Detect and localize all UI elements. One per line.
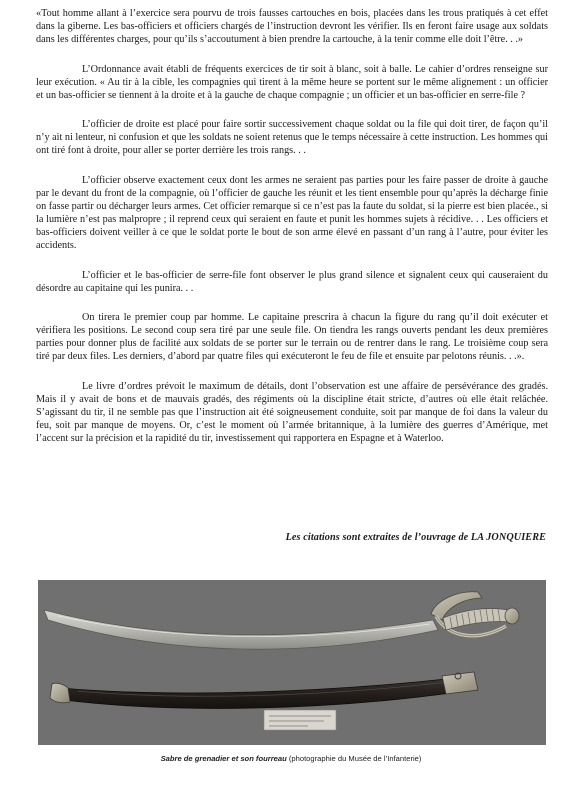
museum-label-card (264, 710, 336, 730)
body-text (36, 8, 548, 463)
caption-credit: (photographie du Musée de l’Infanterie) (288, 754, 422, 763)
caption-title: Sabre de grenadier et son fourreau (160, 754, 287, 763)
sabre-illustration (38, 580, 546, 745)
paragraph-serre-file: L’officier et le bas-officier de serre-file font observer le plus grand silence et signalent ceux qui causeraient du désordre au capitaine qui les punira. . . (36, 269, 548, 294)
citation-note: Les citations sont extraites de l’ouvrage de LA JONQUIERE (285, 532, 546, 543)
photo-caption (0, 754, 582, 763)
paragraph-livre-ordres: Le livre d’ordres prévoit le maximum de détails, dont l’observation est une affaire de persévérance des gradés. Mais il y avait de bons et de mauvais gradés, des régiments où la discipline était stricte, d’autres où elle était relâchée. S’agissant du tir, il ne semble pas que l’instruction ait été soigneusement conduite, soit par manque de foi dans la valeur du feu, soit par manque de moyens. Or, c’est le moment où l’armée britannique, à la lumière des guerres d’Amérique, met l’accent sur la précision et la rapidité du tir, investissement qui rapportera en Espagne et à Waterloo. (36, 381, 548, 444)
paragraph-ordonnance: L’Ordonnance avait établi de fréquents exercices de tir soit à blanc, soit à balle. Le cahier d’ordres renseigne sur leur exécution. « Au tir à la cible, les compagnies qui tirent à la même heure se portent sur le même alignement : un officier et un bas-officier se tiennent à la droite et à la gauche de chaque compagnie ; un officier et un bas-officier en serre-file ? (36, 63, 548, 101)
paragraph-officier-observe: L’officier observe exactement ceux dont les armes ne seraient pas parties pour les faire passer de droite à gauche par le devant du front de la compagnie, où l’officier de gauche les réunit et les tient ensemble pour qu’après la décharge finie on fasse partir ou décharger leurs armes. Cet officier remarque si ce n’est pas la faute du soldat, si la pierre est bien placée., si la lumière n’est pas malpropre ; il reprend ceux qui seraient en faute et punit les hommes sujets à récidive. . . Les officiers et bas-officiers doivent veiller à ce que le soldat porte le bout de son arme élevé en passant d’un rang à l’autre, pour éviter les accidents. (36, 175, 548, 251)
paragraph-quote-cartouches: «Tout homme allant à l’exercice sera pourvu de trois fausses cartouches en bois, placées dans les trous pratiqués à cet effet dans la giberne. Les bas-officiers et officiers chargés de l’instruction devront les vérifier. Ils en feront faire usage aux soldats dans les différentes charges, pour qu’ils s’accoutument à bien prendre la cartouche, à la tenir comme elle doit l’être. . .» (36, 8, 548, 45)
sabre-pommel (505, 608, 519, 624)
paragraph-officier-droite: L’officier de droite est placé pour faire sortir successivement chaque soldat ou la file qui doit tirer, de façon qu’il n’y ait ni lenteur, ni confusion et que les soldats ne soient retenus que le temps nécessaire à cette instruction. Les hommes qui ont tiré font à droite, pour aller se porter derrière les trois rangs. . . (36, 119, 548, 157)
sabre-photograph (38, 580, 546, 745)
paragraph-premier-coup: On tirera le premier coup par homme. Le capitaine prescrira à chacun la figure du rang qu’il doit exécuter et vérifiera les positions. Le second coup sera tiré par une seule file. On tiendra les rangs ouverts pendant les deux premières parties pour donner plus de facilité aux soldats de se porter sur le terrain ou de rentrer dans le rang. Le troisième coup sera tiré par deux files. Les derniers, d’abord par quatre files qui exécuteront le feu de file et ensuite par pelotons réunis. . .». (36, 312, 548, 363)
fourreau-locket (442, 672, 478, 694)
